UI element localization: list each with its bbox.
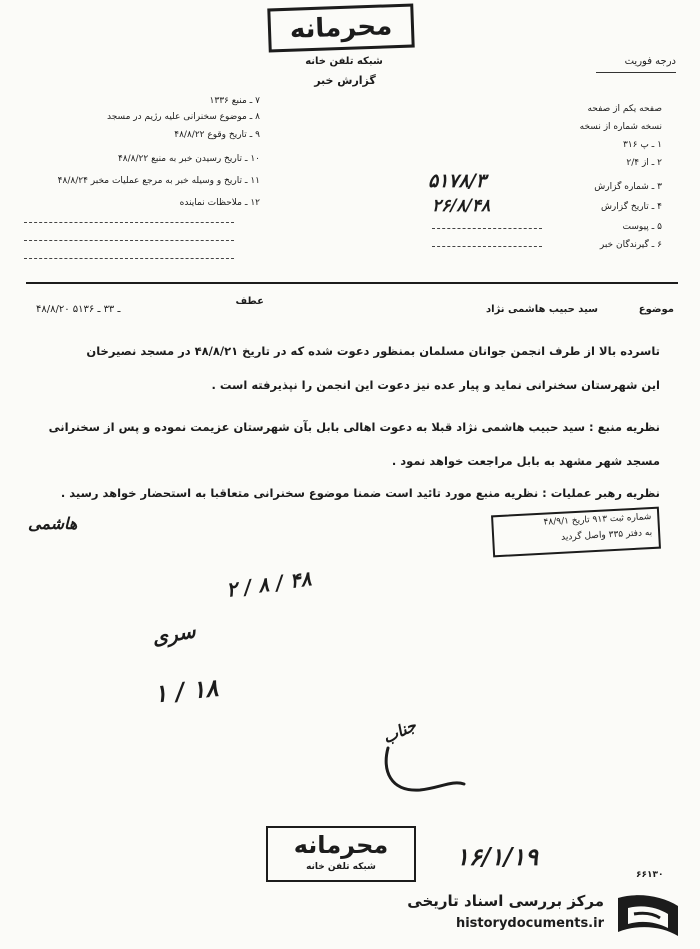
priority-underline [596, 72, 676, 73]
margin-note-secret: سری [150, 618, 198, 650]
website-url: historydocuments.ir [455, 916, 604, 931]
signature-label: جناب [379, 715, 420, 748]
recipients-line [432, 246, 542, 247]
field-source: ۷ ـ منبع ۱۳۳۶ [209, 96, 260, 106]
field-report-number: ۳ ـ شماره گزارش [594, 182, 662, 192]
field-recipients: ۶ ـ گیرندگان خبر [599, 240, 662, 250]
signature-mark [380, 740, 470, 800]
field-p: ۱ ـ پ ۳۱۶ [622, 140, 662, 150]
margin-note-date: ۲ / ۸ / ۴۸ [224, 566, 313, 602]
report-date-value: ۲۶/۸/۴۸ [432, 196, 491, 216]
reference-number: ۴۸/۸/۲۰ ـ ۳۳ ـ ۵۱۳۶ [36, 304, 121, 315]
org-name: شبکه تلفن خانه [305, 56, 383, 67]
center-name: مرکز بررسی اسناد تاریخی [407, 892, 604, 910]
margin-note-number: ۱ / ۱۸ [152, 672, 220, 709]
body-line-2: این شهرستان سخنرانی نماید و پیار عده نیز دعوت این انجمن را نپذیرفته است . [211, 378, 660, 392]
field-attachment: ۵ ـ پیوست [622, 222, 662, 232]
handwritten-date: ۱۶/۱/۱۹ [456, 842, 538, 871]
body-line-5: نظریه رهبر عملیات : نظریه منبع مورد تائید است ضمنا موضوع سخنرانی متعاقبا به استحضار خواهد رسید . [60, 486, 660, 500]
body-line-4: مسجد شهر مشهد به بابل مراجعت خواهد نمود . [391, 454, 660, 468]
remarks-line-1 [24, 222, 234, 223]
header-divider [26, 282, 678, 284]
report-title: گزارش خبر [314, 74, 376, 87]
bottom-stamp-text: محرمانه [293, 831, 389, 859]
field-news-received: ۱۰ ـ تاریخ رسیدن خبر به منبع ۴۸/۸/۲۲ [117, 154, 260, 164]
field-event-date: ۹ ـ تاریخ وقوع ۴۸/۸/۲۲ [174, 130, 260, 140]
bottom-stamp-org: شبکه تلفن خانه [306, 862, 376, 872]
field-report-date: ۴ ـ تاریخ گزارش [600, 202, 662, 212]
attachment-line [432, 228, 542, 229]
subject-value: سید حبیب هاشمی نژاد [486, 304, 598, 315]
field-remarks: ۱۲ ـ ملاحظات نماینده [179, 198, 260, 208]
field-copy: نسخه شماره از نسخه [579, 122, 662, 132]
reference-label: عطف [235, 296, 264, 307]
report-number-value: ۵۱۷۸/۳ [428, 170, 486, 192]
field-news-sent: ۱۱ ـ تاریخ و وسیله خبر به مرجع عملیات مخبر ۴۸/۸/۲۴ [57, 176, 260, 186]
body-line-3: نظریه منبع : سید حبیب هاشمی نژاد قبلا به دعوت اهالی بابل بآن شهرستان عزیمت نموده و پس از سخنرانی [48, 420, 660, 434]
registration-line-2: به دفتر ۳۳۵ واصل گردید [560, 528, 653, 543]
handwritten-initial: هاشمی [28, 514, 78, 533]
field-from: ۲ ـ از ۲/۴ [626, 158, 662, 168]
remarks-line-3 [24, 258, 234, 259]
field-subject: ۸ ـ موضوع سخنرانی علیه رژیم در مسجد [107, 112, 260, 122]
bottom-classification-stamp [266, 826, 416, 882]
top-classification-stamp: محرمانه [267, 3, 414, 52]
field-page: صفحه یکم از صفحه [587, 104, 662, 114]
subject-label: موضوع [638, 304, 674, 315]
body-line-1: تاسرده بالا از طرف انجمن جوانان مسلمان بمنظور دعوت شده که در تاریخ ۴۸/۸/۲۱ در مسجد نصیرخان [86, 344, 660, 358]
registration-stamp [491, 507, 661, 558]
registration-line-1: شماره ثبت ۹۱۳ تاریخ ۴۸/۹/۱ [543, 512, 652, 528]
remarks-line-2 [24, 240, 234, 241]
page-code: ۶۶۱۳۰ [636, 870, 664, 880]
archive-logo-icon [610, 888, 686, 944]
priority-label: درجه فوریت [624, 56, 676, 67]
